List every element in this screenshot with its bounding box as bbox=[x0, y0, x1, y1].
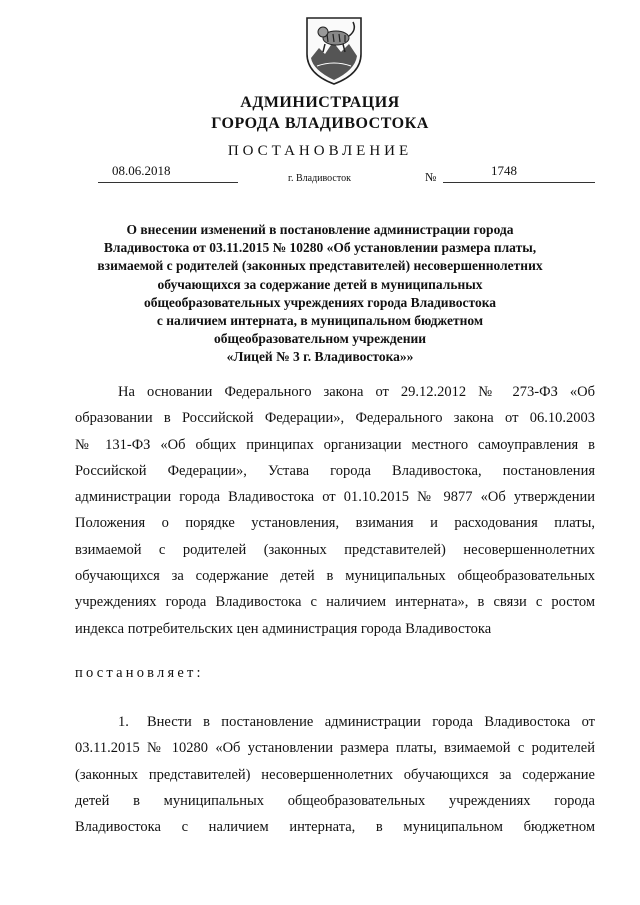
preamble-line: взимаемой с родителей (законных представителей) несовершеннолетних bbox=[75, 541, 595, 558]
vladivostok-coat-of-arms-icon bbox=[303, 14, 365, 86]
title-line: Владивостока от 03.11.2015 № 10280 «Об установлении размера платы, bbox=[103, 240, 537, 256]
title-line: общеобразовательном учреждении bbox=[213, 331, 427, 347]
preamble-line: № 131-ФЗ «Об общих принципах организации местного самоуправления в bbox=[75, 436, 595, 453]
preamble-line: Положения о порядке установления, взимания и расходования платы, bbox=[75, 515, 595, 532]
preamble-paragraph bbox=[75, 379, 595, 642]
title-line: О внесении изменений в постановление администрации города bbox=[126, 222, 514, 237]
preamble-line: Российской Федерации», Устава города Владивостока, постановления bbox=[75, 462, 595, 479]
item-line: детей в муниципальных общеобразовательных учреждениях города bbox=[75, 792, 595, 809]
decree-word: постановляет: bbox=[75, 665, 204, 681]
document-date: 08.06.2018 bbox=[112, 163, 171, 178]
org-name-line1: АДМИНИСТРАЦИЯ bbox=[240, 94, 400, 111]
item-number: 1. bbox=[118, 714, 129, 730]
preamble-line: образовании в Российской Федерации», Федерального закона от 06.10.2003 bbox=[75, 410, 595, 427]
document-type: ПОСТАНОВЛЕНИЕ bbox=[227, 143, 413, 159]
item-line: (законных представителей) несовершеннолетних обучающихся за содержание bbox=[75, 766, 595, 783]
title-line: «Лицей № 3 г. Владивостока»» bbox=[226, 349, 414, 365]
date-underline bbox=[98, 182, 238, 183]
org-name-line2: ГОРОДА ВЛАДИВОСТОКА bbox=[211, 115, 429, 132]
document-city: г. Владивосток bbox=[288, 173, 351, 184]
title-line: общеобразовательных учреждениях города Владивостока bbox=[143, 294, 497, 310]
preamble-line: индекса потребительских цен администрация города Владивостока bbox=[75, 620, 492, 637]
preamble-line: На основании Федерального закона от 29.12.2012 № 273-ФЗ «Об bbox=[118, 384, 595, 400]
preamble-line: обучающихся за содержание детей в муниципальных общеобразовательных bbox=[75, 568, 595, 585]
document-title bbox=[60, 221, 580, 367]
preamble-line: администрации города Владивостока от 01.10.2015 № 9877 «Об утверждении bbox=[75, 489, 595, 506]
document-number: 1748 bbox=[491, 163, 517, 178]
number-underline bbox=[443, 182, 595, 183]
item-1-paragraph bbox=[75, 709, 595, 840]
title-line: обучающихся за содержание детей в муниципальных bbox=[157, 276, 483, 292]
item-line: Внести в постановление администрации города Владивостока от bbox=[147, 714, 595, 730]
title-line: взимаемой с родителей (законных представителей) несовершеннолетних bbox=[97, 258, 543, 274]
item-line: 03.11.2015 № 10280 «Об установлении размера платы, взимаемой с родителей bbox=[75, 740, 595, 757]
item-line: Владивостока с наличием интерната, в муниципальном бюджетном bbox=[75, 819, 595, 836]
title-line: с наличием интерната, в муниципальном бюджетном bbox=[156, 313, 484, 329]
preamble-line: учреждениях города Владивостока с наличием интерната», в связи с ростом bbox=[75, 594, 595, 611]
number-sign: № bbox=[425, 170, 437, 184]
